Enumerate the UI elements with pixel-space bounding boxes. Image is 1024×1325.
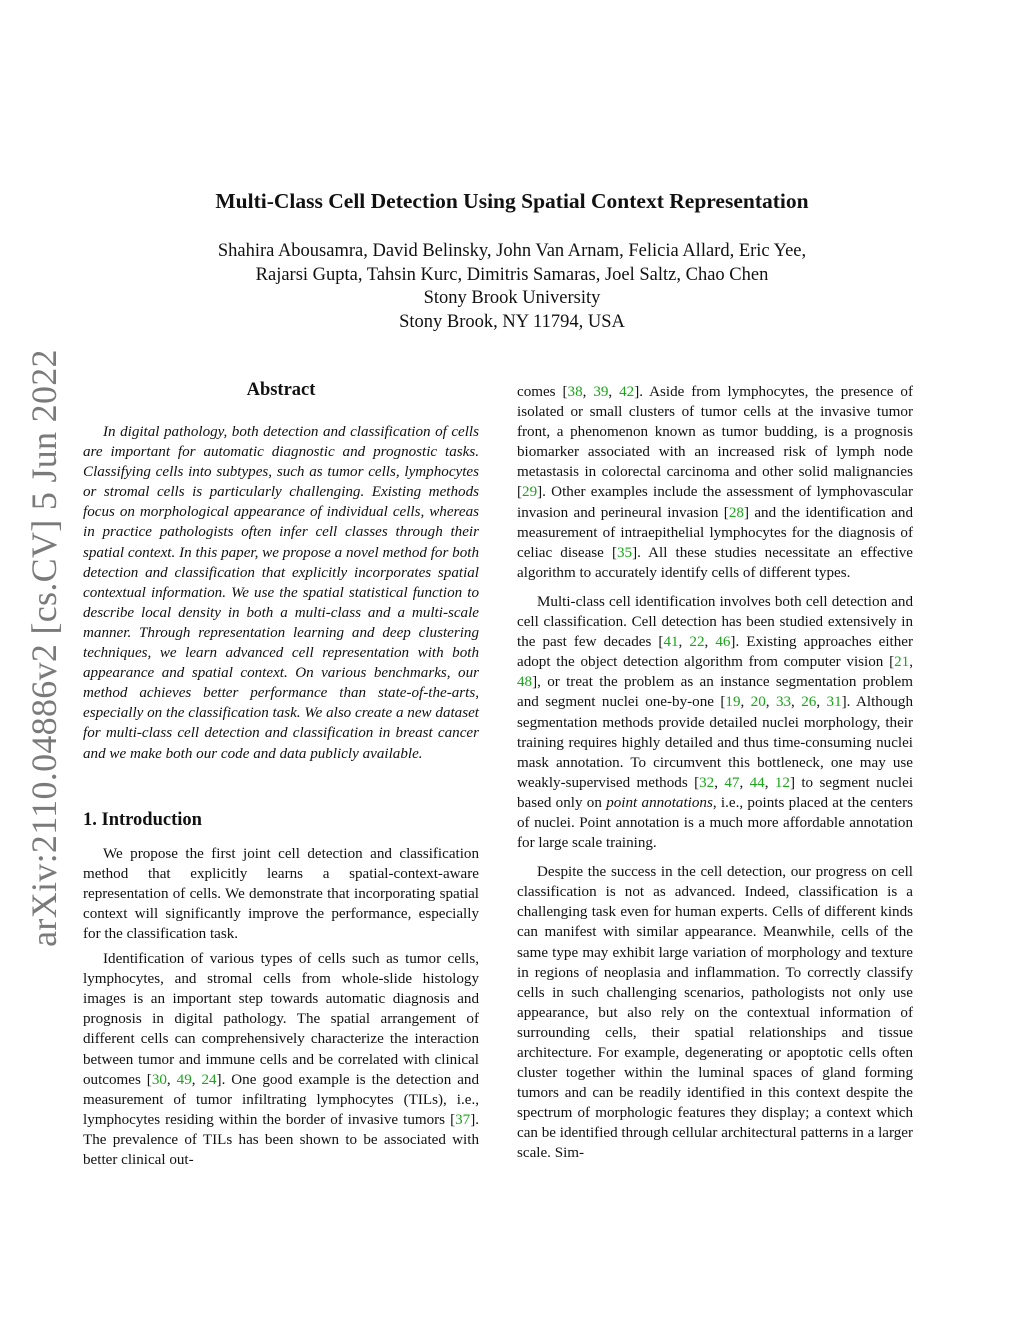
citation-link[interactable]: 22 <box>689 634 705 651</box>
citation-link[interactable]: 46 <box>715 634 731 651</box>
citation-link[interactable]: 41 <box>663 634 679 651</box>
intro-paragraph-1: We propose the first joint cell detection and classification method that explicitly learns a spatial-context-aware representation of cells. We demonstrate that incorporating spatial context will significantly improve the performance, especially for the classification task. <box>83 845 479 942</box>
citation-link[interactable]: 39 <box>593 384 609 400</box>
abstract-heading: Abstract <box>246 380 316 400</box>
emphasis-point-annotations: point annotations <box>606 794 713 811</box>
citation-link[interactable]: 26 <box>801 694 817 711</box>
arxiv-identifier: arXiv:2110.04886v2 [cs.CV] 5 Jun 2022 <box>24 349 64 947</box>
author-list-line-2: Rajarsi Gupta, Tahsin Kurc, Dimitris Samaras, Joel Saltz, Chao Chen <box>255 264 769 285</box>
citation-link[interactable]: 38 <box>567 384 583 400</box>
left-column <box>83 378 479 1170</box>
citation-link[interactable]: 31 <box>826 694 842 711</box>
affiliation: Stony Brook University <box>423 288 601 308</box>
author-block <box>0 240 1024 334</box>
citation-link[interactable]: 19 <box>725 694 741 711</box>
citation-link[interactable]: 24 <box>201 1071 217 1088</box>
address: Stony Brook, NY 11794, USA <box>399 311 625 332</box>
right-column <box>517 382 913 1164</box>
citation-link[interactable]: 29 <box>522 484 538 501</box>
citation-link[interactable]: 42 <box>619 384 635 400</box>
citation-link[interactable]: 44 <box>749 774 765 791</box>
intro-paragraph-3: Multi-class cell identification involves both cell detection and cell classification. Cell detection has been studied extensively in the past few decades [41, 22, 46]. Existing approaches either adopt the object detection algorithm from computer vision [21, 48], or treat the problem as an instance segmentation problem and segment nuclei one-by-one [19, 20, 33, 26, 31]. Although segmentation methods provide detailed nuclei morphology, their training requires highly detailed and thus time-consuming nuclei mask annotation. To circumvent this bottleneck, one may use weakly-supervised methods [32, 47, 44, 12] to segment nuclei based only on point annotations, i.e., points placed at the centers of nuclei. Point annotation is a much more affordable annotation for large scale training. <box>517 593 914 852</box>
citation-link[interactable]: 20 <box>750 694 766 711</box>
intro-paragraph-2-continued: comes [38, 39, 42]. Aside from lymphocytes, the presence of isolated or small clusters of tumor cells at the invasive tumor front, a phenomenon known as tumor budding, is a prognosis biomarker associated with an increased risk of lymph node metastasis in colorectal carcinoma and other solid malignancies [29]. Other examples include the assessment of lymphovascular invasion and perineural invasion [28] and the identification and measurement of intraepithelial lymphocytes for the diagnosis of celiac disease [35]. All these studies necessitate an effective algorithm to accurately identify cells of different types. <box>517 384 914 581</box>
citation-link[interactable]: 12 <box>774 774 790 791</box>
intro-paragraph-4: Despite the success in the cell detection, our progress on cell classification is not as advanced. Indeed, classification is a challenging task even for human experts. Cells of different kinds can manifest with similar appearance. Meanwhile, cells of the same type may exhibit large variation of morphology and texture in regions of neoplasia and inflammation. To correctly classify cells in such challenging scenarios, pathologists not only use appearance, but also rely on the contextual information of surrounding cells, their spatial relationships and tissue architecture. For example, degenerating or apoptotic cells often cluster together within the luminal spaces of gland forming tumors and can be readily identified in this context despite the spectrum of morphologic features they display; a context which can be identified through cellular architectural patterns in a larger scale. Sim- <box>517 864 913 1162</box>
author-list-line-1: Shahira Abousamra, David Belinsky, John Van Arnam, Felicia Allard, Eric Yee, <box>217 241 807 261</box>
citation-link[interactable]: 21 <box>894 654 910 671</box>
abstract-text: In digital pathology, both detection and classification of cells are important for automatic diagnostic and prognostic tasks. Classifying cells into subtypes, such as tumor cells, lymphocytes or stromal cells is particularly challenging. Existing methods focus on morphological appearance of individual cells, whereas in practice pathologists often infer cell classes through their spatial context. In this paper, we propose a novel method for both detection and classification that explicitly incorporates spatial contextual information. We use the spatial statistical function to describe local density in both a multi-class and a multi-scale manner. Through representation learning and deep clustering techniques, we learn advanced cell representation with both appearance and spatial context. On various benchmarks, our method achieves better performance than state-of-the-arts, especially on the classification task. We also create a new dataset for multi-class cell detection and classification in breast cancer and we make both our code and data publicly available. <box>83 424 479 762</box>
citation-link[interactable]: 37 <box>455 1111 471 1128</box>
citation-link[interactable]: 49 <box>176 1071 192 1088</box>
citation-link[interactable]: 28 <box>728 504 744 521</box>
citation-link[interactable]: 48 <box>517 674 533 691</box>
citation-link[interactable]: 30 <box>151 1071 167 1088</box>
citation-link[interactable]: 35 <box>617 544 633 561</box>
introduction-heading: 1. Introduction <box>83 809 202 830</box>
citation-link[interactable]: 33 <box>775 694 792 711</box>
citation-link[interactable]: 32 <box>699 774 715 791</box>
citation-link[interactable]: 47 <box>724 774 740 791</box>
paper-title: Multi-Class Cell Detection Using Spatial Context Representation <box>215 189 809 214</box>
intro-paragraph-2: Identification of various types of cells such as tumor cells, lymphocytes, and stromal cells from whole-slide histology images is an important step towards automatic diagnosis and prognosis in digital pathology. The spatial arrangement of different cells can comprehensively characterize the interaction between tumor and immune cells and be correlated with clinical outcomes [30, 49, 24]. One good example is the detection and measurement of tumor infiltrating lymphocytes (TILs), i.e., lymphocytes residing within the border of invasive tumors [37]. The prevalence of TILs has been shown to be associated with better clinical out- <box>83 951 480 1168</box>
